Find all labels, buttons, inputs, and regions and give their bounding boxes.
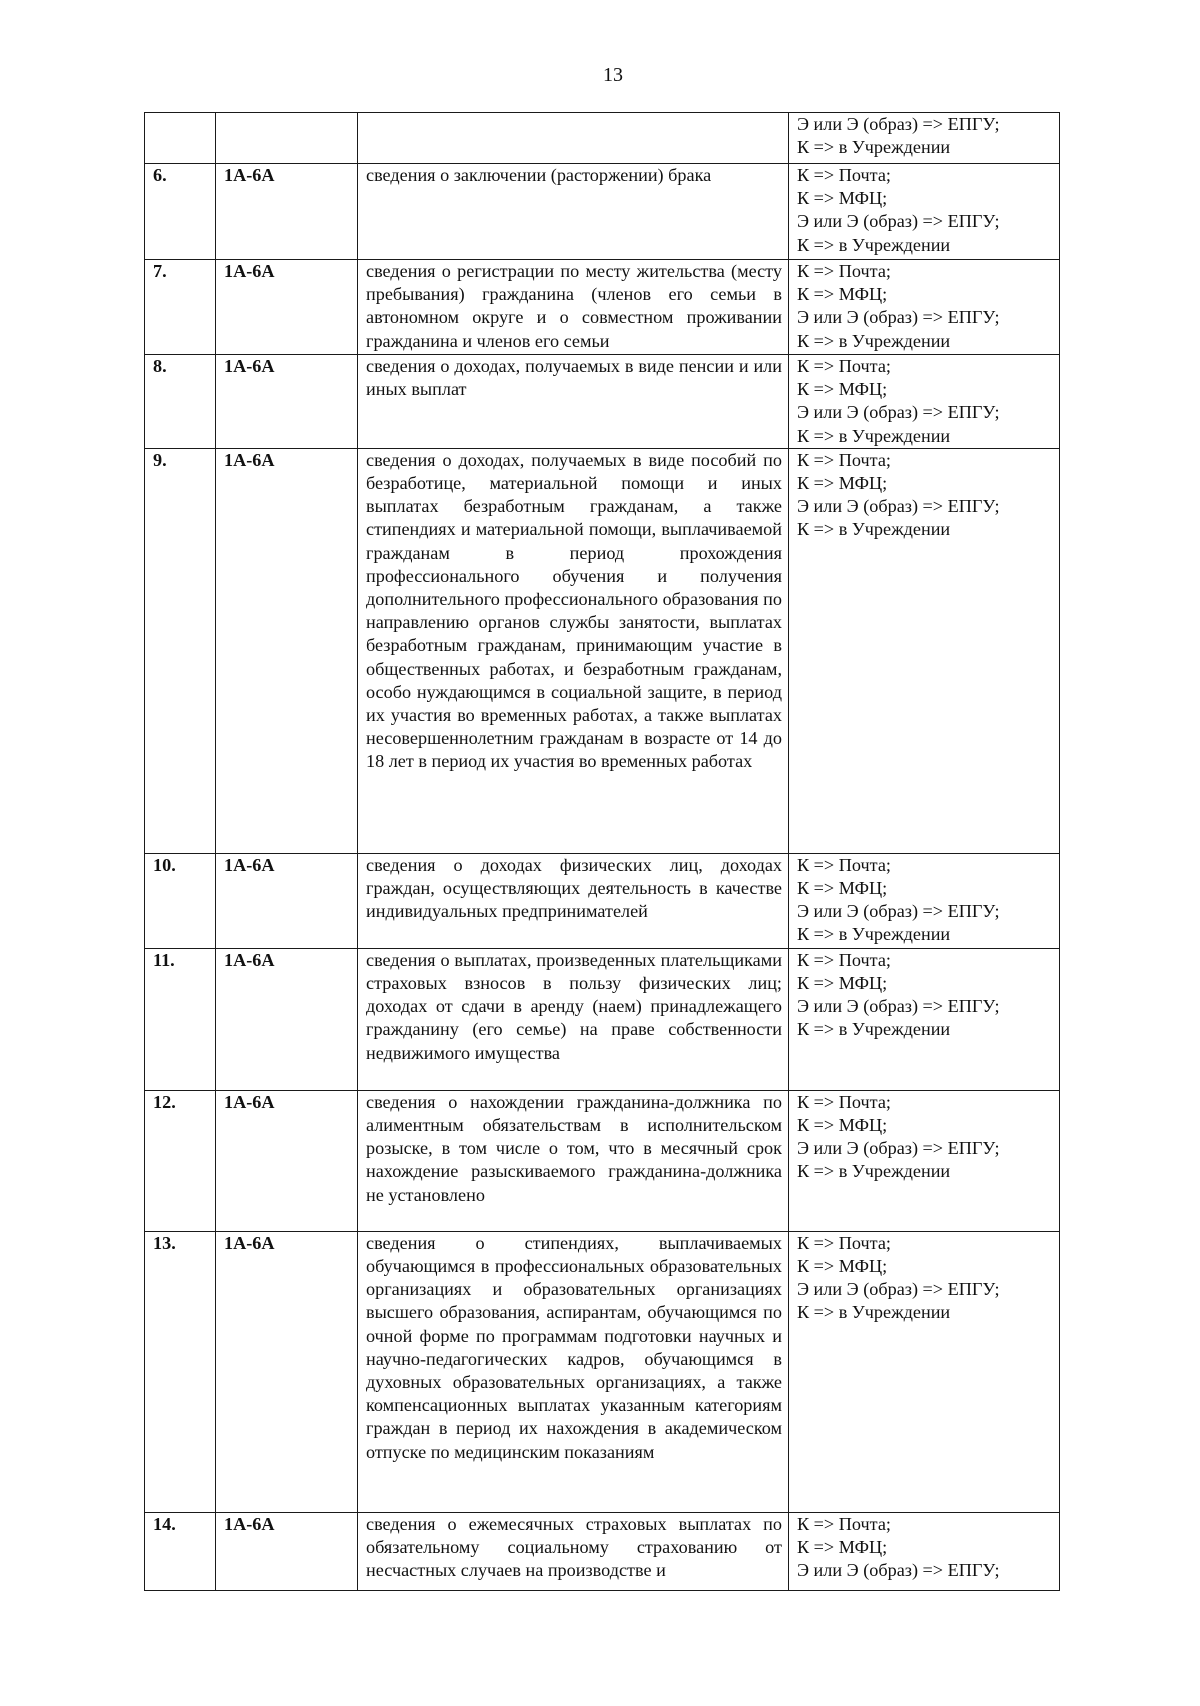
- submission-methods: [789, 1231, 1060, 1512]
- table-row: [145, 164, 1060, 260]
- submission-method-line: К => МФЦ;: [797, 188, 888, 209]
- document-description: сведения о стипендиях, выплачиваемых обучающимся в профессиональных образовательных организациях и образовательных организациях высшего образования, аспирантам, обучающимся по очной форме по программам подготовки научных и научно-педагогических кадров, обучающимся в духовных образовательных организациях, а также компенсационных выплатах указанным категориям граждан в период их нахождения в академическом отпуске по медицинским показаниям: [358, 1231, 789, 1512]
- document-description: [358, 113, 789, 164]
- document-code: 1А-6А: [216, 260, 358, 355]
- submission-methods: [789, 164, 1060, 260]
- submission-method-line: К => Почта;: [797, 261, 891, 281]
- document-description: сведения о нахождении гражданина-должника по алиментным обязательствам в исполнительском розыске, в том числе о том, что в месячный срок нахождение разыскиваемого гражданина-должника не установлено: [358, 1090, 789, 1231]
- submission-method-line: К => Почта;: [797, 949, 891, 970]
- submission-methods: [789, 1090, 1060, 1231]
- submission-method-line: К => Почта;: [797, 165, 891, 185]
- table-row: [145, 1231, 1060, 1512]
- document-description: сведения о доходах физических лиц, доходах граждан, осуществляющих деятельность в качестве индивидуальных предпринимателей: [358, 853, 789, 948]
- submission-method-line: Э или Э (образ) => ЕПГУ;: [797, 402, 1000, 423]
- services-table-body: [145, 113, 1060, 1591]
- submission-method-line: К => в Учреждении: [797, 1161, 951, 1182]
- table-row: [145, 1090, 1060, 1231]
- submission-method-line: К => в Учреждении: [797, 519, 951, 540]
- document-description: сведения о ежемесячных страховых выплатах по обязательному социальному страхованию от несчастных случаев на производстве и: [358, 1512, 789, 1590]
- row-number: 6.: [145, 164, 216, 260]
- table-row: [145, 1512, 1060, 1590]
- document-description: сведения о заключении (расторжении) брака: [358, 164, 789, 260]
- row-number: 12.: [145, 1090, 216, 1231]
- row-number: 8.: [145, 355, 216, 449]
- submission-methods: [789, 1512, 1060, 1590]
- submission-method-line: Э или Э (образ) => ЕПГУ;: [797, 307, 1000, 328]
- row-number: 13.: [145, 1231, 216, 1512]
- submission-methods: [789, 113, 1060, 164]
- document-description: сведения о регистрации по месту жительства (месту пребывания) гражданина (членов его семьи в автономном округе и о совместном проживании гражданина и членов его семьи: [358, 260, 789, 355]
- document-description: сведения о доходах, получаемых в виде пособий по безработице, материальной помощи и иных выплатах безработным гражданам, а также стипендиях и материальной помощи, выплачиваемой гражданам в период прохождения профессионального обучения и получения дополнительного профессионального образования по направлению органов службы занятости, выплатах безработным гражданам, принимающим участие в общественных работах, и безработным гражданам, особо нуждающимся в социальной защите, в период их участия во временных работах, а также выплатах несовершеннолетним гражданам в возрасте от 14 до 18 лет в период их участия во временных работах: [358, 448, 789, 853]
- table-row: [145, 448, 1060, 853]
- submission-method-line: К => в Учреждении: [797, 137, 951, 158]
- document-code: 1А-6А: [216, 853, 358, 948]
- submission-method-line: Э или Э (образ) => ЕПГУ;: [797, 114, 1000, 134]
- document-code: 1А-6А: [216, 164, 358, 260]
- submission-methods: [789, 948, 1060, 1090]
- row-number: 7.: [145, 260, 216, 355]
- submission-method-line: Э или Э (образ) => ЕПГУ;: [797, 1138, 1000, 1159]
- submission-methods: [789, 448, 1060, 853]
- row-number: 11.: [145, 948, 216, 1090]
- submission-methods: [789, 260, 1060, 355]
- document-description: сведения о доходах, получаемых в виде пенсии и или иных выплат: [358, 355, 789, 449]
- row-number: 14.: [145, 1512, 216, 1590]
- submission-methods: [789, 355, 1060, 449]
- submission-method-line: Э или Э (образ) => ЕПГУ;: [797, 901, 1000, 922]
- document-code: 1А-6А: [216, 448, 358, 853]
- submission-method-line: К => в Учреждении: [797, 924, 951, 945]
- submission-method-line: Э или Э (образ) => ЕПГУ;: [797, 496, 1000, 517]
- table-row: [145, 853, 1060, 948]
- submission-method-line: К => МФЦ;: [797, 1115, 888, 1136]
- document-code: 1А-6А: [216, 1231, 358, 1512]
- page-number: 13: [603, 64, 623, 86]
- submission-method-line: К => Почта;: [797, 356, 891, 376]
- submission-method-line: К => МФЦ;: [797, 284, 888, 305]
- submission-method-line: Э или Э (образ) => ЕПГУ;: [797, 211, 1000, 232]
- document-description: сведения о выплатах, произведенных плательщиками страховых взносов в пользу физических лиц; доходах от сдачи в аренду (наем) принадлежащего гражданину (его семье) на праве собственности недвижимого имущества: [358, 948, 789, 1090]
- document-code: 1А-6А: [216, 355, 358, 449]
- submission-method-line: К => МФЦ;: [797, 878, 888, 899]
- submission-method-line: К => в Учреждении: [797, 330, 951, 351]
- document-code: [216, 113, 358, 164]
- row-number: [145, 113, 216, 164]
- document-code: 1А-6А: [216, 1090, 358, 1231]
- submission-method-line: К => МФЦ;: [797, 973, 888, 994]
- submission-method-line: К => в Учреждении: [797, 1019, 951, 1040]
- table-row: [145, 260, 1060, 355]
- submission-method-line: К => МФЦ;: [797, 1537, 888, 1558]
- document-code: 1А-6А: [216, 1512, 358, 1590]
- row-number: 9.: [145, 448, 216, 853]
- submission-method-line: К => Почта;: [797, 1513, 891, 1534]
- submission-method-line: К => Почта;: [797, 854, 891, 875]
- submission-method-line: К => в Учреждении: [797, 425, 951, 446]
- table-row: [145, 355, 1060, 449]
- submission-method-line: Э или Э (образ) => ЕПГУ;: [797, 1279, 1000, 1300]
- table-row: [145, 948, 1060, 1090]
- services-table: [144, 112, 1060, 1591]
- submission-method-line: К => в Учреждении: [797, 234, 951, 255]
- submission-method-line: К => в Учреждении: [797, 1302, 951, 1323]
- submission-method-line: К => МФЦ;: [797, 379, 888, 400]
- submission-methods: [789, 853, 1060, 948]
- table-row: [145, 113, 1060, 164]
- submission-method-line: К => МФЦ;: [797, 473, 888, 494]
- submission-method-line: Э или Э (образ) => ЕПГУ;: [797, 996, 1000, 1017]
- submission-method-line: К => Почта;: [797, 1091, 891, 1112]
- submission-method-line: К => МФЦ;: [797, 1256, 888, 1277]
- submission-method-line: К => Почта;: [797, 1232, 891, 1253]
- submission-method-line: Э или Э (образ) => ЕПГУ;: [797, 1560, 1000, 1581]
- document-code: 1А-6А: [216, 948, 358, 1090]
- submission-method-line: К => Почта;: [797, 449, 891, 470]
- row-number: 10.: [145, 853, 216, 948]
